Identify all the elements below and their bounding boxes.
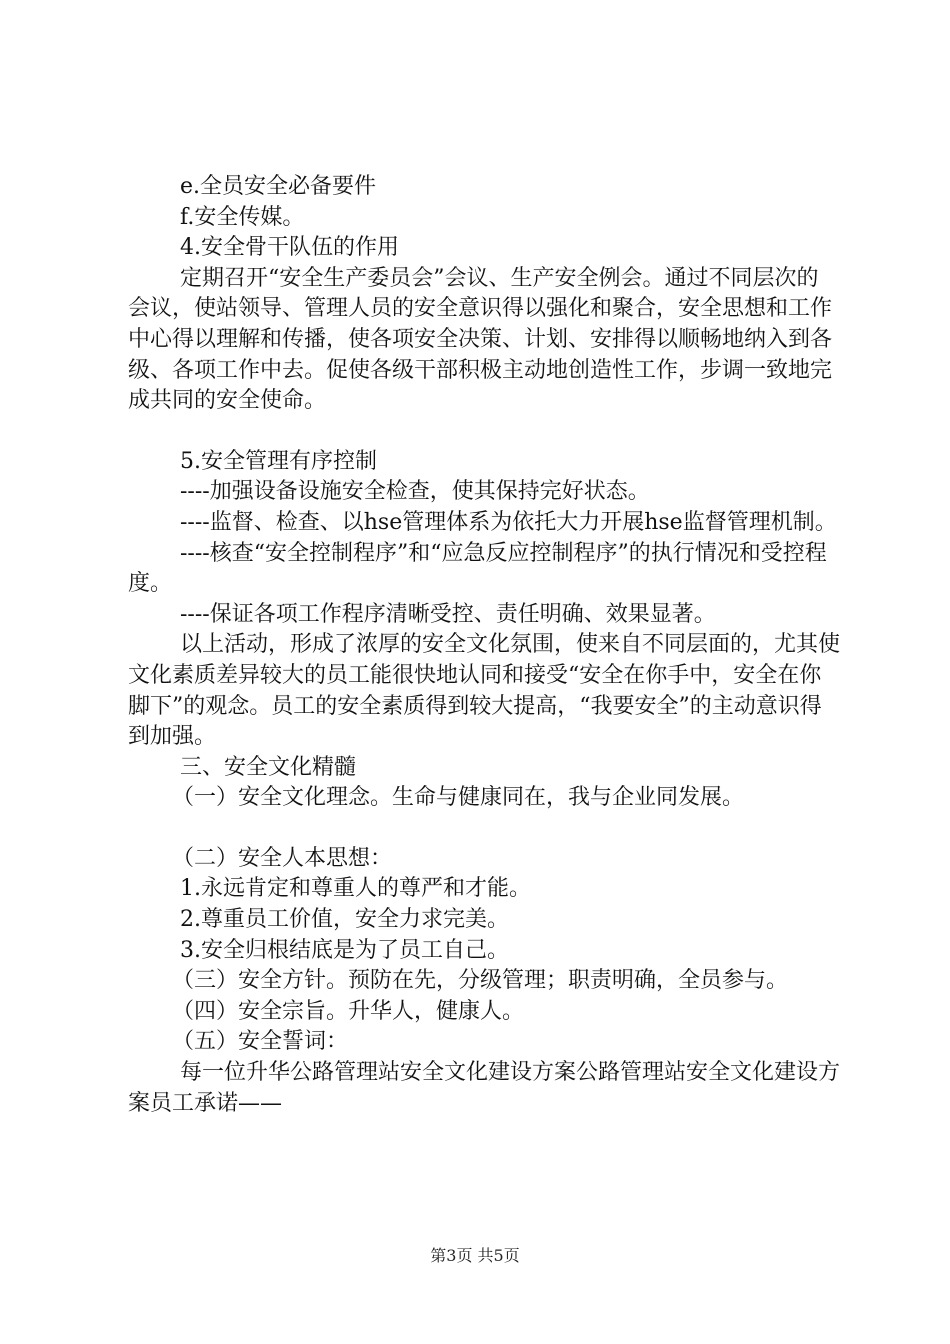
- section-heading-3: 三、安全文化精髓: [180, 754, 357, 780]
- paragraph-gap: [128, 417, 840, 447]
- concept-item-5: （五）安全誓词：: [172, 1029, 349, 1055]
- paragraph-atmosphere: 以上活动，形成了浓厚的安全文化氛围，使来自不同层面的，尤其使文化素质差异较大的员工能很快地认同和接受“安全在你手中，安全在你脚下”的观念。员工的安全素质得到较大提高，“我要安全”的主动意识得到加强。: [128, 632, 841, 750]
- humanism-item-2: 2.尊重员工价值，安全力求完美。: [180, 907, 509, 933]
- concept-item-2: （二）安全人本思想：: [172, 845, 393, 871]
- control-item-4: ----保证各项工作程序清晰受控、责任明确、效果显著。: [180, 601, 716, 627]
- control-item-1: ----加强设备设施安全检查，使其保持完好状态。: [180, 479, 650, 505]
- section-heading-5: 5.安全管理有序控制: [180, 448, 377, 474]
- humanism-item-1: 1.永远肯定和尊重人的尊严和才能。: [180, 876, 531, 902]
- list-item-e: e.全员安全必备要件: [180, 174, 377, 199]
- document-body: [128, 172, 840, 1119]
- paragraph-gap: [128, 814, 840, 844]
- concept-item-1: （一）安全文化理念。生命与健康同在，我与企业同发展。: [172, 785, 745, 811]
- humanism-item-3: 3.安全归根结底是为了员工自己。: [180, 937, 509, 963]
- concept-item-4: （四）安全宗旨。升华人，健康人。: [172, 998, 525, 1024]
- list-item-f: f.安全传媒。: [180, 204, 305, 230]
- section-heading-4: 4.安全骨干队伍的作用: [180, 235, 399, 261]
- control-item-2: ----监督、检查、以hse管理体系为依托大力开展hse监督管理机制。: [180, 509, 837, 535]
- control-item-3: ----核查“安全控制程序”和“应急反应控制程序”的执行情况和受控程度。: [128, 540, 827, 597]
- concept-item-3: （三）安全方针。预防在先，分级管理；职责明确，全员参与。: [172, 968, 789, 994]
- paragraph-meetings: 定期召开“安全生产委员会”会议、生产安全例会。通过不同层次的会议，使站领导、管理人员的安全意识得以强化和聚合，安全思想和工作中心得以理解和传播，使各项安全决策、计划、安排得以顺畅地纳入到各级、各项工作中去。促使各级干部积极主动地创造性工作，步调一致地完成共同的安全使命。: [128, 265, 833, 414]
- paragraph-pledge: 每一位升华公路管理站安全文化建设方案公路管理站安全文化建设方案员工承诺——: [128, 1060, 841, 1116]
- page-footer: 第3页 共5页: [430, 1246, 520, 1265]
